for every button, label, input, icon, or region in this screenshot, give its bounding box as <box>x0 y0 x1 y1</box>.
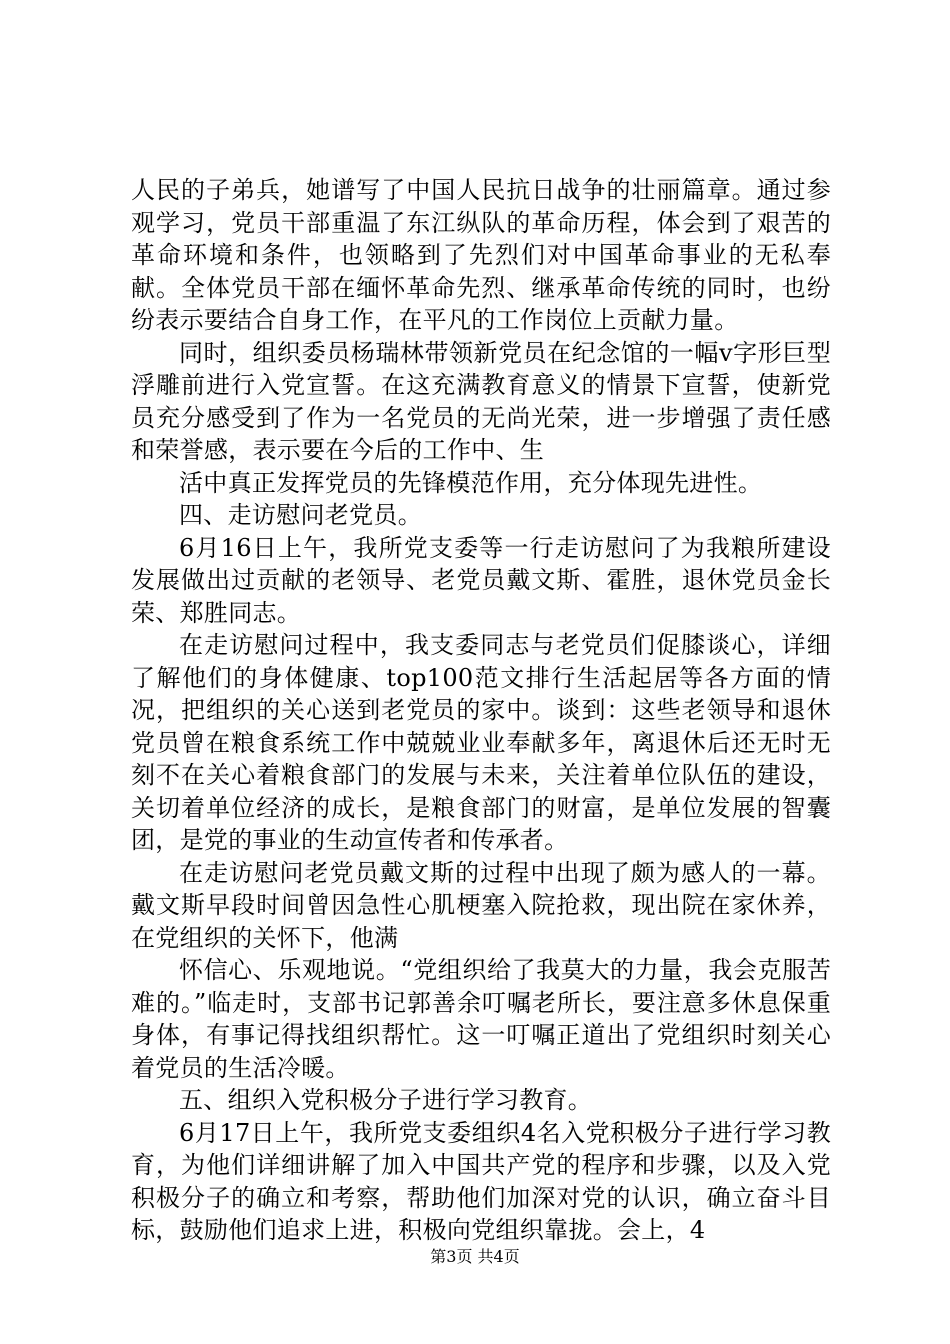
paragraph-3: 活中真正发挥党员的先锋模范作用，充分体现先进性。 <box>179 468 763 497</box>
section-heading-5: 五、组织入党积极分子进行学习教育。 <box>179 1086 593 1114</box>
paragraph-1: 人民的子弟兵，她谱写了中国人民抗日战争的壮丽篇章。通过参观学习，党员干部重温了东江纵队的革命历程，体会到了艰苦的革命环境和条件，也领略到了先烈们对中国革命事业的无私奉献。全体党员干部在缅怀革命先烈、继承革命传统的同时，也纷纷表示要结合自身工作，在平凡的工作岗位上贡献力量。 <box>131 176 831 334</box>
section-heading-4: 四、走访慰问老党员。 <box>179 501 422 529</box>
paragraph-5: 6月16日上午，我所党支委等一行走访慰问了为我粮所建设发展做出过贡献的老领导、老党员戴文斯、霍胜，退休党员金长荣、郑胜同志。 <box>131 533 831 627</box>
paragraph-2: 同时，组织委员杨瑞林带领新党员在纪念馆的一幅v字形巨型浮雕前进行入党宣誓。在这充满教育意义的情景下宣誓，使新党员充分感受到了作为一名党员的无尚光荣，进一步增强了责任感和荣誉感，表示要在今后的工作中、生 <box>131 338 832 464</box>
paragraph-10: 6月17日上午，我所党支委组织4名入党积极分子进行学习教育，为他们详细讲解了加入中国共产党的程序和步骤，以及入党积极分子的确立和考察，帮助他们加深对党的认识，确立奋斗目标，鼓励他们追求上进，积极向党组织靠拢。会上，4 <box>131 1118 831 1244</box>
paragraph-6: 在走访慰问过程中，我支委同志与老党员们促膝谈心，详细了解他们的身体健康、top100范文排行生活起居等各方面的情况，把组织的关心送到老党员的家中。谈到：这些老领导和退休党员曾在粮食系统工作中兢兢业业奉献多年，离退休后还无时无刻不在关心着粮食部门的发展与未来，关注着单位队伍的建设，关切着单位经济的成长，是粮食部门的财富，是单位发展的智囊团，是党的事业的生动宣传者和传承者。 <box>131 631 831 854</box>
paragraph-7: 在走访慰问老党员戴文斯的过程中出现了颇为感人的一幕。戴文斯早段时间曾因急性心肌梗塞入院抢救，现出院在家休养，在党组织的关怀下，他满 <box>131 858 831 952</box>
page-number-footer: 第3页 共4页 <box>430 1247 520 1266</box>
document-body <box>131 174 831 1247</box>
paragraph-8: 怀信心、乐观地说。“党组织给了我莫大的力量，我会克服苦难的。”临走时，支部书记郭善余叮嘱老所长，要注意多休息保重身体，有事记得找组织帮忙。这一叮嘱正道出了党组织时刻关心着党员的生活冷暖。 <box>131 956 831 1082</box>
